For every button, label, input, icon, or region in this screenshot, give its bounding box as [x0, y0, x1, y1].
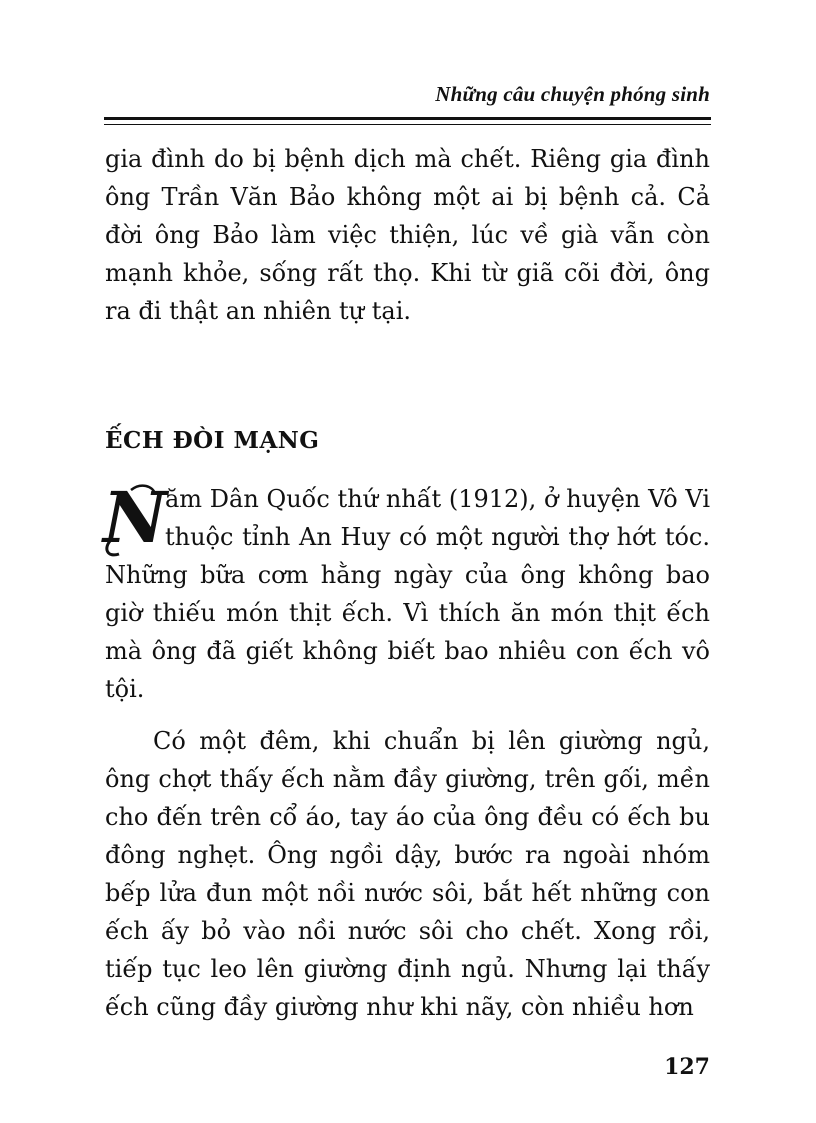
running-header: Những câu chuyện phóng sinh — [435, 82, 710, 106]
header-rule-thick — [104, 117, 711, 120]
story-title: ẾCH ĐÒI MẠNG — [105, 427, 320, 454]
svg-text:N: N — [103, 476, 167, 559]
drop-cap-glyph — [101, 476, 167, 559]
page-number: 127 — [664, 1054, 710, 1080]
story-paragraph-1 — [103, 476, 710, 708]
header-rule-thin — [104, 124, 711, 125]
drop-cap — [101, 476, 167, 559]
paragraph-continued: gia đình do bị bệnh dịch mà chết. Riêng gia đình ông Trần Văn Bảo không một ai bị bệnh cả. Cả đời ông Bảo làm việc thiện, lúc về già vẫn còn mạnh khỏe, sống rất thọ. Khi từ giã cõi đời, ông ra đi thật an nhiên tự tại. — [105, 145, 710, 325]
story-paragraph-2: Có một đêm, khi chuẩn bị lên giường ngủ, ông chợt thấy ếch nằm đầy giường, trên gối, mền cho đến trên cổ áo, tay áo của ông đều có ếch bu đông nghẹt. Ông ngồi dậy, bước ra ngoài nhóm bếp lửa đun một nồi nước sôi, bắt hết những con ếch ấy bỏ vào nồi nước sôi cho chết. Xong rồi, tiếp tục leo lên giường định ngủ. Nhưng lại thấy ếch cũng đầy giường như khi nãy, còn nhiều hơn — [105, 727, 710, 1021]
story-paragraph-1-text: ăm Dân Quốc thứ nhất (1912), ở huyện Vô Vi thuộc tỉnh An Huy có một người thợ hớt tóc. Những bữa cơm hằng ngày của ông không bao giờ thiếu món thịt ếch. Vì thích ăn món thịt ếch mà ông đã giết không biết bao nhiêu con ếch vô tội. — [105, 485, 710, 703]
story-body — [103, 476, 710, 1026]
